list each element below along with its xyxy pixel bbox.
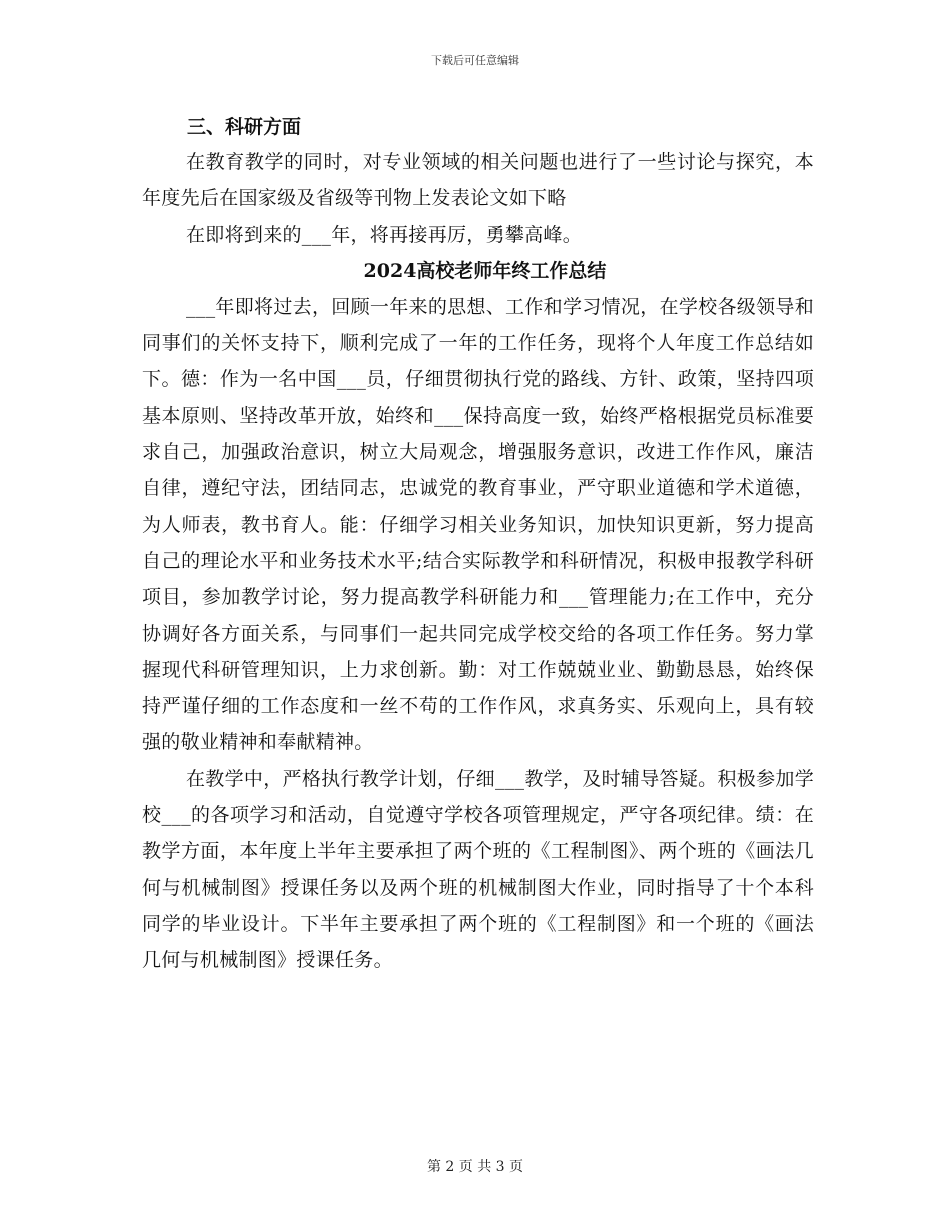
paragraph: 在教学中，严格执行教学计划，仔细___教学，及时辅导答疑。积极参加学校___的各项学习和活动，自觉遵守学校各项管理规定，严守各项纪律。绩：在教学方面，本年度上半年主要承担了两个班的《工程制图》、两个班的《画法几何与机械制图》授课任务以及两个班的机械制图大作业，同时指导了十个本科同学的毕业设计。下半年主要承担了两个班的《工程制图》和一个班的《画法几何与机械制图》授课任务。 xyxy=(142,767,814,972)
document-body xyxy=(142,110,814,979)
paragraph: 在即将到来的___年，将再接再厉，勇攀高峰。 xyxy=(186,223,583,246)
paragraph: 在教育教学的同时，对专业领域的相关问题也进行了一些讨论与探究，本年度先后在国家级及省级等刊物上发表论文如下略 xyxy=(142,151,814,210)
page-header-note: 下载后可任意编辑 xyxy=(431,54,519,67)
page-number: 第 2 页 共 3 页 xyxy=(426,1159,524,1175)
paragraph: ___年即将过去，回顾一年来的思想、工作和学习情况，在学校各级领导和同事们的关怀支持下，顺利完成了一年的工作任务，现将个人年度工作总结如下。德：作为一名中国___员，仔细贯彻执行党的路线、方针、政策，坚持四项基本原则、坚持改革开放，始终和___保持高度一致，始终严格根据党员标准要求自己，加强政治意识，树立大局观念，增强服务意识，改进工作作风，廉洁自律，遵纪守法，团结同志，忠诚党的教育事业，严守职业道德和学术道德，为人师表，教书育人。能：仔细学习相关业务知识，加快知识更新，努力提高自己的理论水平和业务技术水平;结合实际教学和科研情况，积极申报教学科研项目，参加教学讨论，努力提高教学科研能力和___管理能力;在工作中，充分协调好各方面关系，与同事们一起共同完成学校交给的各项工作任务。努力掌握现代科研管理知识，上力求创新。勤：对工作兢兢业业、勤勤恳恳，始终保持严谨仔细的工作态度和一丝不苟的工作作风，求真务实、乐观向上，具有较强的敬业精神和奉献精神。 xyxy=(142,295,814,754)
section-heading: 三、科研方面 xyxy=(187,116,302,138)
document-title: 2024高校老师年终工作总结 xyxy=(363,259,607,282)
